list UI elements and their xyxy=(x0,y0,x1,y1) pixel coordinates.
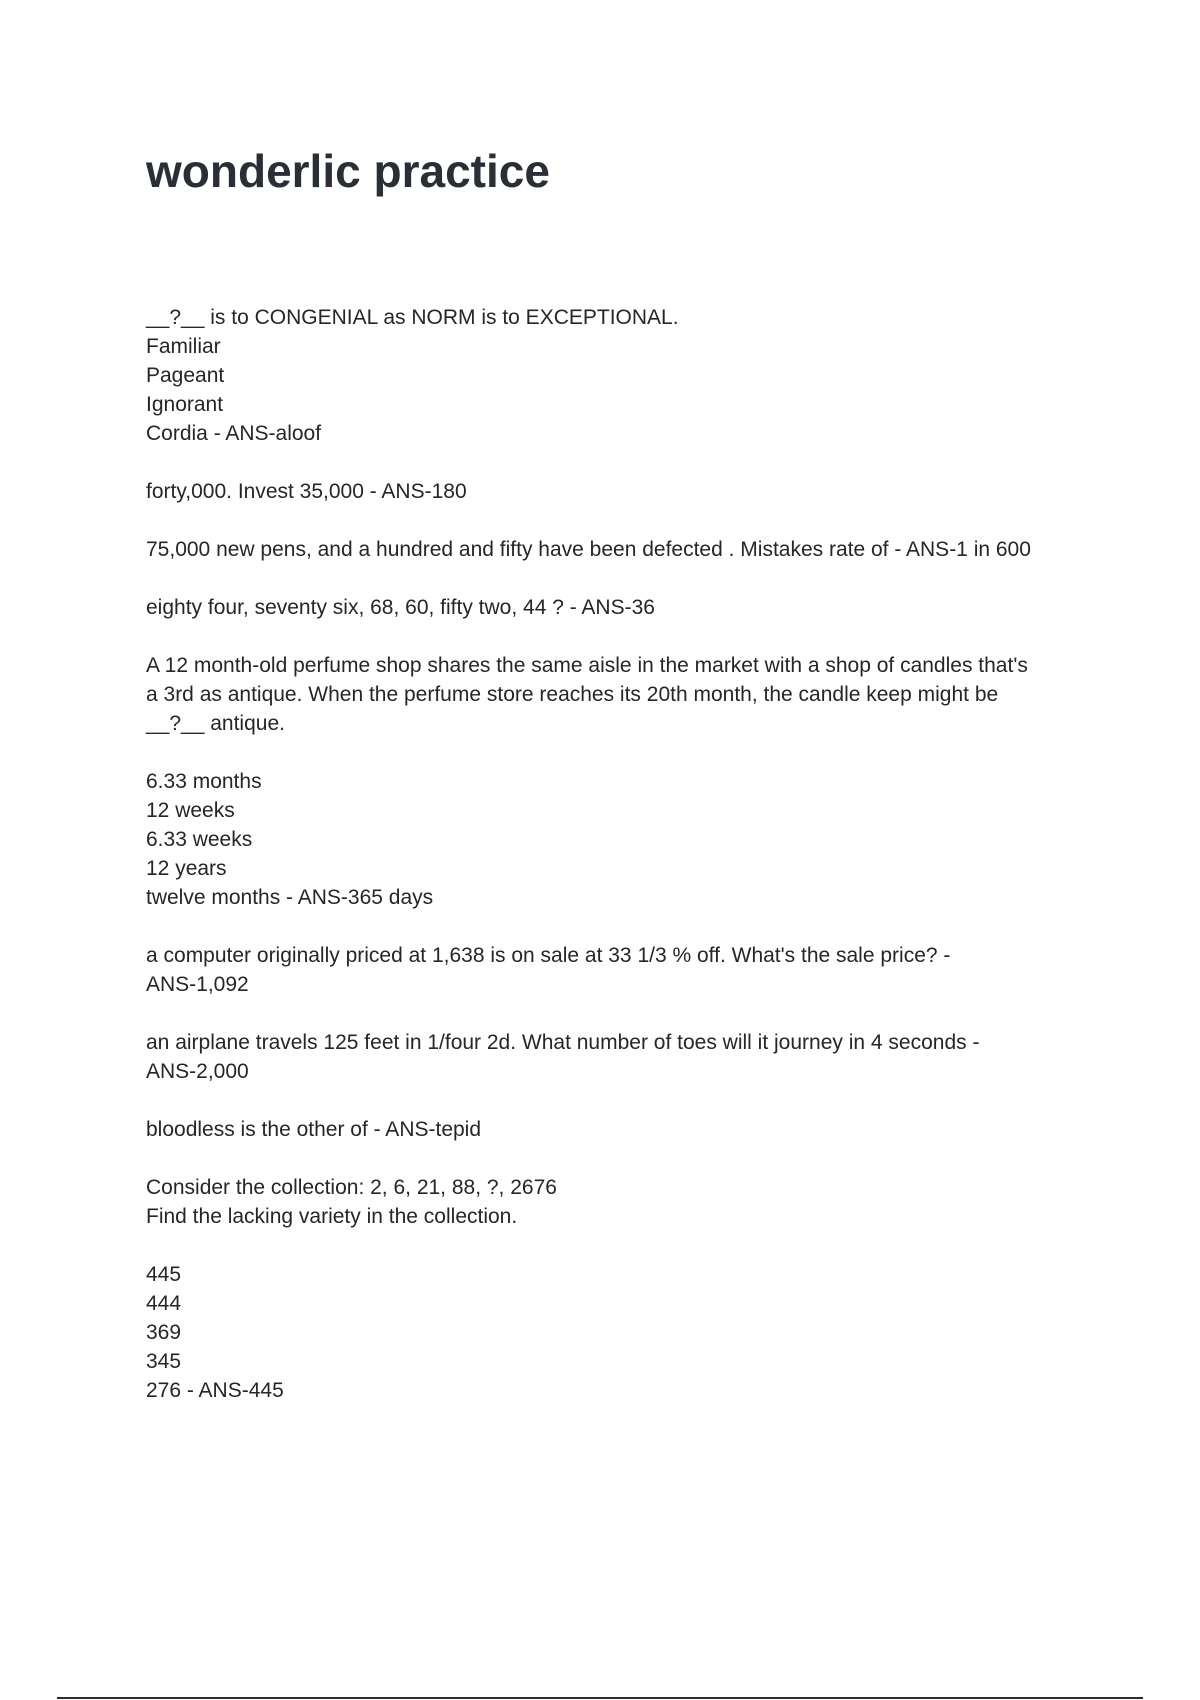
question-line: Familiar xyxy=(146,335,221,358)
footer-divider xyxy=(57,1697,1143,1699)
question-line: A 12 month-old perfume shop shares the same aisle in the market with a shop of candles that's xyxy=(146,654,1028,677)
question-line: 6.33 months xyxy=(146,770,262,793)
question-block xyxy=(146,535,1106,564)
question-block xyxy=(146,1028,1106,1086)
question-line: eighty four, seventy six, 68, 60, fifty two, 44 ? - ANS-36 xyxy=(146,596,655,619)
question-line: __?__ is to CONGENIAL as NORM is to EXCEPTIONAL. xyxy=(146,306,679,329)
question-block xyxy=(146,1115,1106,1144)
question-line: 445 xyxy=(146,1263,182,1286)
question-line: bloodless is the other of - ANS-tepid xyxy=(146,1118,482,1141)
question-block xyxy=(146,941,1106,999)
question-line: 369 xyxy=(146,1321,182,1344)
question-line: an airplane travels 125 feet in 1/four 2d. What number of toes will it journey in 4 seconds - xyxy=(146,1031,980,1054)
question-line: Consider the collection: 2, 6, 21, 88, ?, 2676 xyxy=(146,1176,557,1199)
question-block xyxy=(146,477,1106,506)
question-line: ANS-2,000 xyxy=(146,1060,249,1083)
question-block xyxy=(146,1173,1106,1231)
question-line: 75,000 new pens, and a hundred and fifty have been defected . Mistakes rate of - ANS-1 in 600 xyxy=(146,538,1031,561)
question-line: forty,000. Invest 35,000 - ANS-180 xyxy=(146,480,467,503)
question-block xyxy=(146,593,1106,622)
question-line: 444 xyxy=(146,1292,182,1315)
question-line: 6.33 weeks xyxy=(146,828,253,851)
question-line: 276 - ANS-445 xyxy=(146,1379,284,1402)
question-block xyxy=(146,303,1106,448)
question-block xyxy=(146,767,1106,912)
question-line: Ignorant xyxy=(146,393,224,416)
question-line: a 3rd as antique. When the perfume store reaches its 20th month, the candle keep might be xyxy=(146,683,999,706)
question-block xyxy=(146,651,1106,738)
question-line: 345 xyxy=(146,1350,182,1373)
question-line: ANS-1,092 xyxy=(146,973,249,996)
question-line: __?__ antique. xyxy=(146,712,285,735)
question-line: 12 weeks xyxy=(146,799,235,822)
question-line: 12 years xyxy=(146,857,227,880)
page-title: wonderlic practice xyxy=(146,145,550,197)
question-line: twelve months - ANS-365 days xyxy=(146,886,434,909)
question-line: Find the lacking variety in the collection. xyxy=(146,1205,518,1228)
question-line: Cordia - ANS-aloof xyxy=(146,422,322,445)
question-block xyxy=(146,1260,1106,1405)
question-line: Pageant xyxy=(146,364,225,387)
question-line: a computer originally priced at 1,638 is on sale at 33 1/3 % off. What's the sale price? - xyxy=(146,944,951,967)
document-body xyxy=(146,303,1106,1434)
